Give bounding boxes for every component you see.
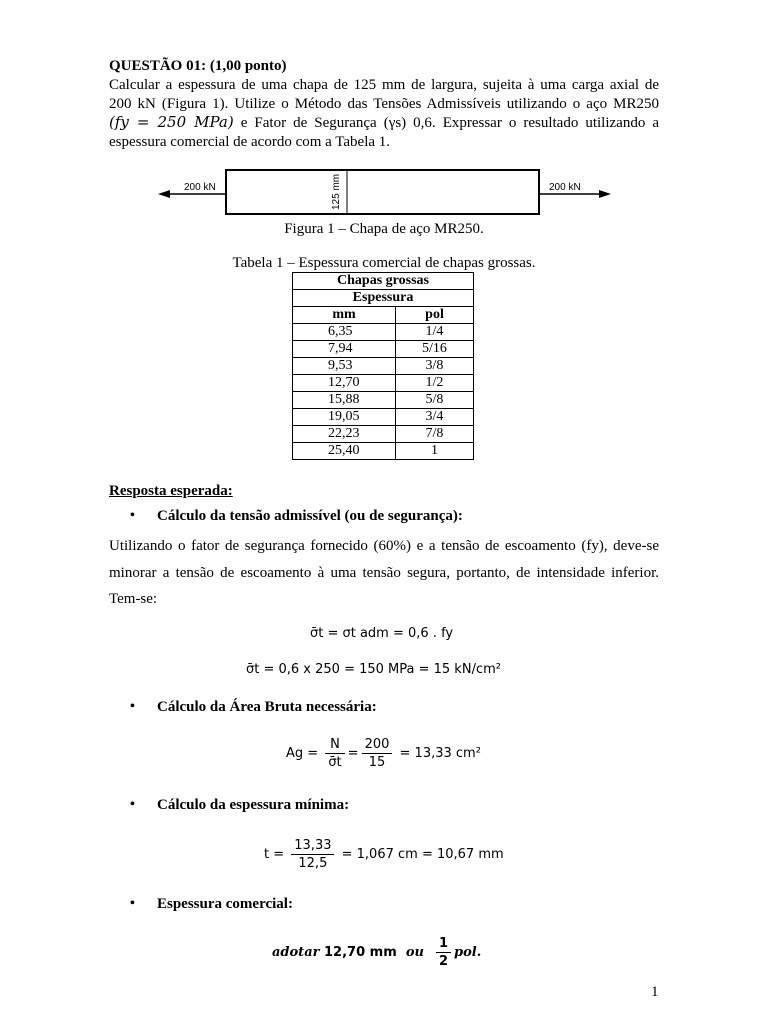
cell-pol: 1/4 (396, 324, 474, 341)
table-row (293, 392, 474, 409)
right-arrowhead (599, 190, 611, 198)
statement-line (109, 113, 659, 133)
table-caption: Tabela 1 – Espessura comercial de chapas grossas. (232, 255, 536, 271)
thickness-lhs: t = (264, 847, 285, 862)
table-row (293, 341, 474, 358)
denominator: σ̄t (328, 755, 342, 770)
cell-pol: 3/4 (396, 409, 474, 426)
paragraph-line: Tem-se: (109, 591, 158, 607)
table-row (293, 358, 474, 375)
bullet-dot: • (130, 896, 135, 911)
equation-stress-value: σ̄t = 0,6 x 250 = 150 MPa = 15 kN/cm² (246, 662, 501, 677)
cell-mm: 7,94 (293, 341, 396, 358)
steel-plate-figure (155, 166, 615, 216)
question-title: QUESTÃO 01: (1,00 ponto) (109, 58, 287, 74)
statement-line: espessura comercial de acordo com a Tabela 1. (109, 133, 391, 150)
statement-line-rest: e Fator de Segurança (γs) 0,6. Expressar o resultado utilizando a (233, 115, 659, 131)
paragraph-line: minorar a tensão de escoamento à uma tensão segura, portanto, de intensidade inferior. (109, 564, 659, 581)
right-load-label: 200 kN (549, 182, 581, 193)
numerator: N (325, 737, 344, 754)
table-row (293, 409, 474, 426)
thickness-rhs: = 1,067 cm = 10,67 mm (341, 847, 504, 862)
pol-word: pol. (454, 945, 482, 960)
numerator: 1 (436, 936, 451, 953)
answer-paragraph (109, 533, 659, 613)
cell-mm: 6,35 (293, 324, 396, 341)
page-number: 1 (651, 984, 659, 1000)
cell-pol: 5/8 (396, 392, 474, 409)
cell-mm: 15,88 (293, 392, 396, 409)
table-row (293, 443, 474, 460)
cell-pol: 5/16 (396, 341, 474, 358)
fraction-200-over-15 (362, 737, 393, 770)
bullet-dot: • (130, 699, 135, 714)
bullet-text: Cálculo da tensão admissível (ou de segurança): (157, 508, 463, 524)
or-word: ou (405, 945, 424, 960)
cell-mm: 22,23 (293, 426, 396, 443)
figure-caption: Figura 1 – Chapa de aço MR250. (284, 221, 484, 237)
table-row (293, 426, 474, 443)
cell-pol: 1/2 (396, 375, 474, 392)
column-header-mm: mm (293, 307, 396, 324)
question-statement (109, 76, 659, 151)
left-load-label: 200 kN (184, 182, 216, 193)
table-row (293, 324, 474, 341)
statement-line: Calcular a espessura de uma chapa de 125 mm de largura, sujeita à uma carga axial de (109, 77, 659, 93)
fraction-n-over-sigma (325, 737, 344, 770)
cell-mm: 12,70 (293, 375, 396, 392)
cell-pol: 3/8 (396, 358, 474, 375)
bullet-text: Cálculo da Área Bruta necessária: (157, 699, 377, 715)
bullet-text: Cálculo da espessura mínima: (157, 797, 350, 813)
left-arrowhead (158, 190, 170, 198)
cell-mm: 19,05 (293, 409, 396, 426)
statement-line: 200 kN (Figura 1). Utilize o Método das Tensões Admissíveis utilizando o aço MR250 (109, 95, 659, 112)
cell-mm: 25,40 (293, 443, 396, 460)
plate-rectangle (226, 170, 539, 214)
denominator: 12,5 (298, 856, 328, 871)
equation-allowable-stress: σ̄t = σt adm = 0,6 . fy (310, 626, 454, 641)
bullet-dot: • (130, 508, 135, 523)
equation-min-thickness (264, 838, 504, 871)
cell-pol: 1 (396, 443, 474, 460)
fy-expression: (fy = 250 MPa) (109, 113, 234, 131)
plate-thickness-table (292, 272, 474, 460)
denominator: 15 (368, 755, 386, 770)
table-row (293, 375, 474, 392)
area-rhs: = 13,33 cm² (399, 746, 481, 761)
equation-commercial-thickness (272, 936, 481, 969)
fraction-half-inch (436, 936, 451, 969)
fraction-area-over-width (291, 838, 334, 871)
paragraph-line: Utilizando o fator de segurança fornecido (60%) e a tensão de escoamento (fy), deve-se (109, 538, 659, 554)
cell-pol: 7/8 (396, 426, 474, 443)
answer-heading: Resposta esperada: (109, 483, 233, 499)
column-header-pol: pol (396, 307, 474, 324)
bullet-dot: • (130, 797, 135, 812)
numerator: 13,33 (291, 838, 334, 855)
table-header: Chapas grossas (293, 273, 474, 290)
adopt-word: adotar (272, 945, 320, 960)
table-subheader: Espessura (293, 290, 474, 307)
cell-mm: 9,53 (293, 358, 396, 375)
area-lhs: Ag = (286, 746, 319, 761)
bullet-text: Espessura comercial: (157, 896, 293, 912)
adopt-mm: 12,70 mm (324, 945, 397, 960)
numerator: 200 (362, 737, 393, 754)
denominator: 2 (439, 954, 449, 969)
width-dimension-label: 125 mm (331, 173, 342, 210)
equation-gross-area: Ag = $\frac{N}{\sigmāt}$ = $\frac{200}{15}$ = 13,33 cm² (286, 737, 481, 770)
